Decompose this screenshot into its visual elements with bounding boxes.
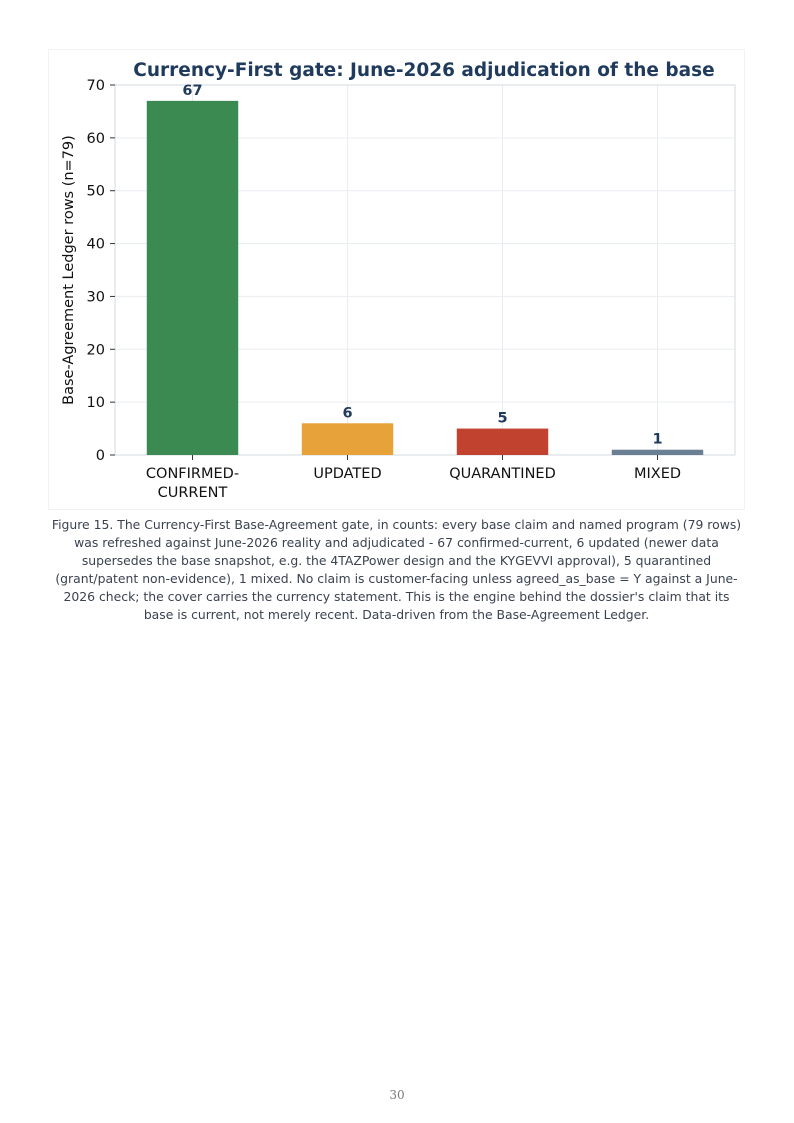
y-tick-label: 50 bbox=[86, 183, 105, 200]
y-tick-label: 20 bbox=[86, 342, 105, 359]
x-tick-label: CURRENT bbox=[157, 485, 228, 501]
page-number: 30 bbox=[389, 1088, 405, 1102]
y-tick-label: 60 bbox=[86, 130, 105, 147]
y-axis-label: Base-Agreement Ledger rows (n=79) bbox=[61, 135, 77, 405]
bar-data-label: 5 bbox=[497, 410, 508, 427]
y-tick-label: 70 bbox=[86, 78, 105, 94]
chart-figure bbox=[48, 49, 745, 510]
bar-data-label: 67 bbox=[182, 82, 203, 99]
chart-title: Currency-First gate: June-2026 adjudication of the base bbox=[133, 60, 715, 81]
figure-caption: Figure 15. The Currency-First Base-Agreement gate, in counts: every base claim and named program (79 rows) was refreshed against June-2026 reality and adjudicated - 67 confirmed-current, 6 updated (newer data supersedes the base snapshot, e.g. the 4TAZPower design and the KYGEVVI approval), 5 quarantined (grant/patent non-evidence), 1 mixed. No claim is customer-facing unless agreed_as_base = Y against a June-2026 check; the cover carries the currency statement. This is the engine behind the dossier's claim that its base is current, not merely recent. Data-driven from the Base-Agreement Ledger. bbox=[51, 517, 742, 622]
bars bbox=[147, 83, 703, 455]
x-tick-label: CONFIRMED- bbox=[145, 466, 240, 482]
bar-data-label: 1 bbox=[652, 431, 663, 448]
y-tick-label: 40 bbox=[86, 236, 105, 253]
x-tick-label: QUARANTINED bbox=[449, 466, 556, 482]
bar-chart bbox=[49, 50, 746, 511]
y-tick-label: 0 bbox=[95, 448, 105, 464]
x-tick-label: MIXED bbox=[633, 466, 682, 482]
bar bbox=[302, 423, 393, 455]
bar-data-label: 6 bbox=[342, 405, 353, 422]
y-tick-label: 10 bbox=[86, 395, 105, 412]
bar bbox=[612, 450, 703, 455]
bar bbox=[457, 429, 548, 455]
bar bbox=[147, 101, 238, 455]
x-tick-label: UPDATED bbox=[313, 466, 382, 482]
y-tick-label: 30 bbox=[86, 289, 105, 306]
